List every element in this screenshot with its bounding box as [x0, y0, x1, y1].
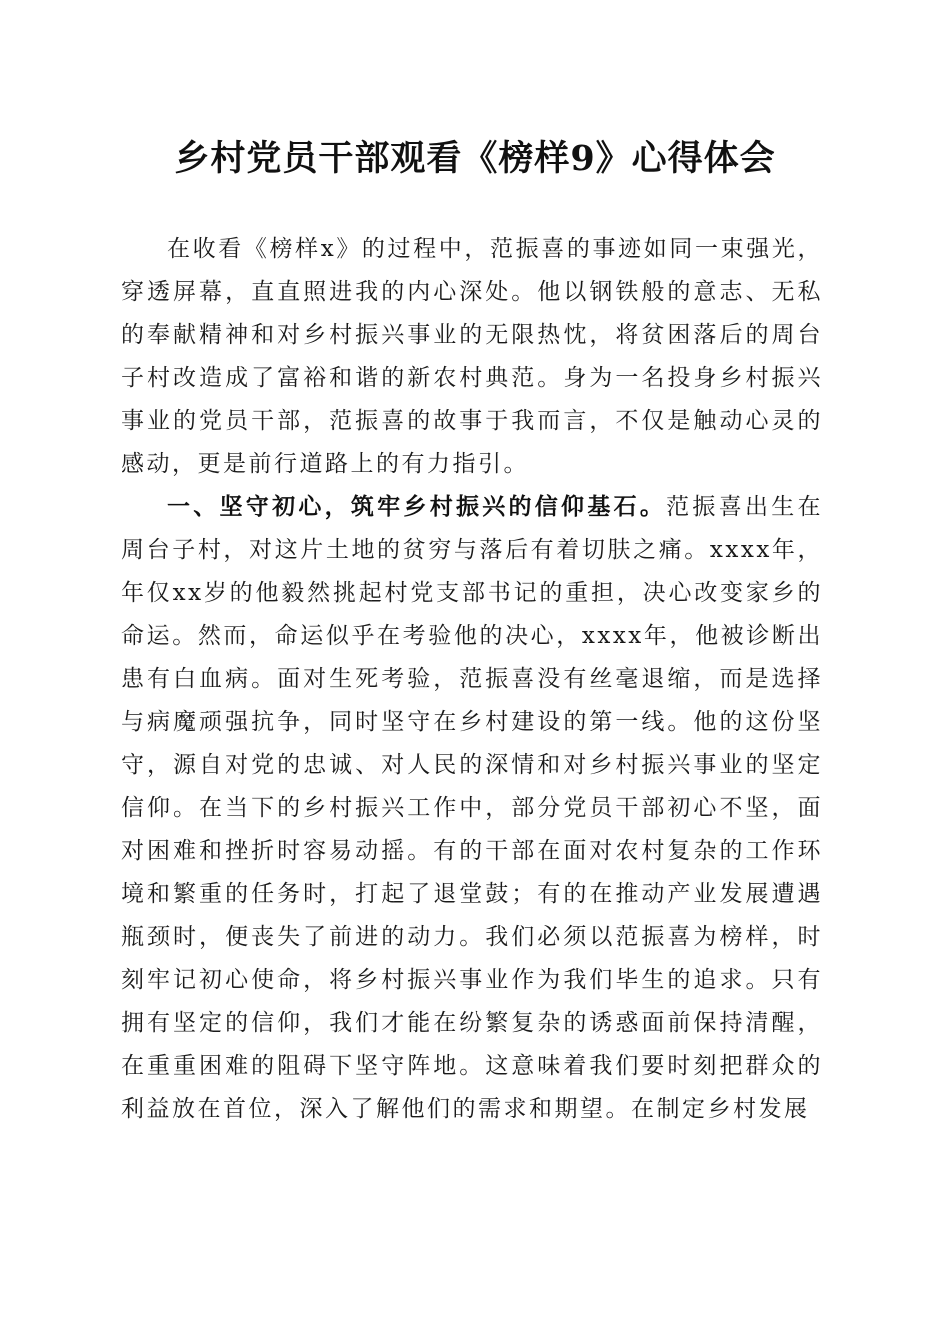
document-title: 乡村党员干部观看《榜样9》心得体会: [174, 138, 776, 179]
document-body: [121, 228, 823, 1131]
paragraph-section-1-text: 范振喜出生在周台子村，对这片土地的贫穷与落后有着切肤之痛。xxxx年，年仅xx岁的他毅然挑起村党支部书记的重担，决心改变家乡的命运。然而，命运似乎在考验他的决心，xxxx年，他被诊断出患有白血病。面对生死考验，范振喜没有丝毫退缩，而是选择与病魔顽强抗争，同时坚守在乡村建设的第一线。他的这份坚守，源自对党的忠诚、对人民的深情和对乡村振兴事业的坚定信仰。在当下的乡村振兴工作中，部分党员干部初心不坚，面对困难和挫折时容易动摇。有的干部在面对农村复杂的工作环境和繁重的任务时，打起了退堂鼓；有的在推动产业发展遭遇瓶颈时，便丧失了前进的动力。我们必须以范振喜为榜样，时刻牢记初心使命，将乡村振兴事业作为我们毕生的追求。只有拥有坚定的信仰，我们才能在纷繁复杂的诱惑面前保持清醒，在重重困难的阻碍下坚守阵地。这意味着我们要时刻把群众的利益放在首位，深入了解他们的需求和期望。在制定乡村发展: [121, 494, 824, 1122]
paragraph-intro: [121, 228, 823, 486]
paragraph-section-1: [121, 486, 823, 1131]
section-1-heading: 一、坚守初心，筑牢乡村振兴的信仰基石。: [167, 494, 667, 520]
paragraph-intro-text: 在收看《榜样x》的过程中，范振喜的事迹如同一束强光，穿透屏幕，直直照进我的内心深处。他以钢铁般的意志、无私的奉献精神和对乡村振兴事业的无限热忱，将贫困落后的周台子村改造成了富裕和谐的新农村典范。身为一名投身乡村振兴事业的党员干部，范振喜的故事于我而言，不仅是触动心灵的感动，更是前行道路上的有力指引。: [121, 236, 823, 477]
